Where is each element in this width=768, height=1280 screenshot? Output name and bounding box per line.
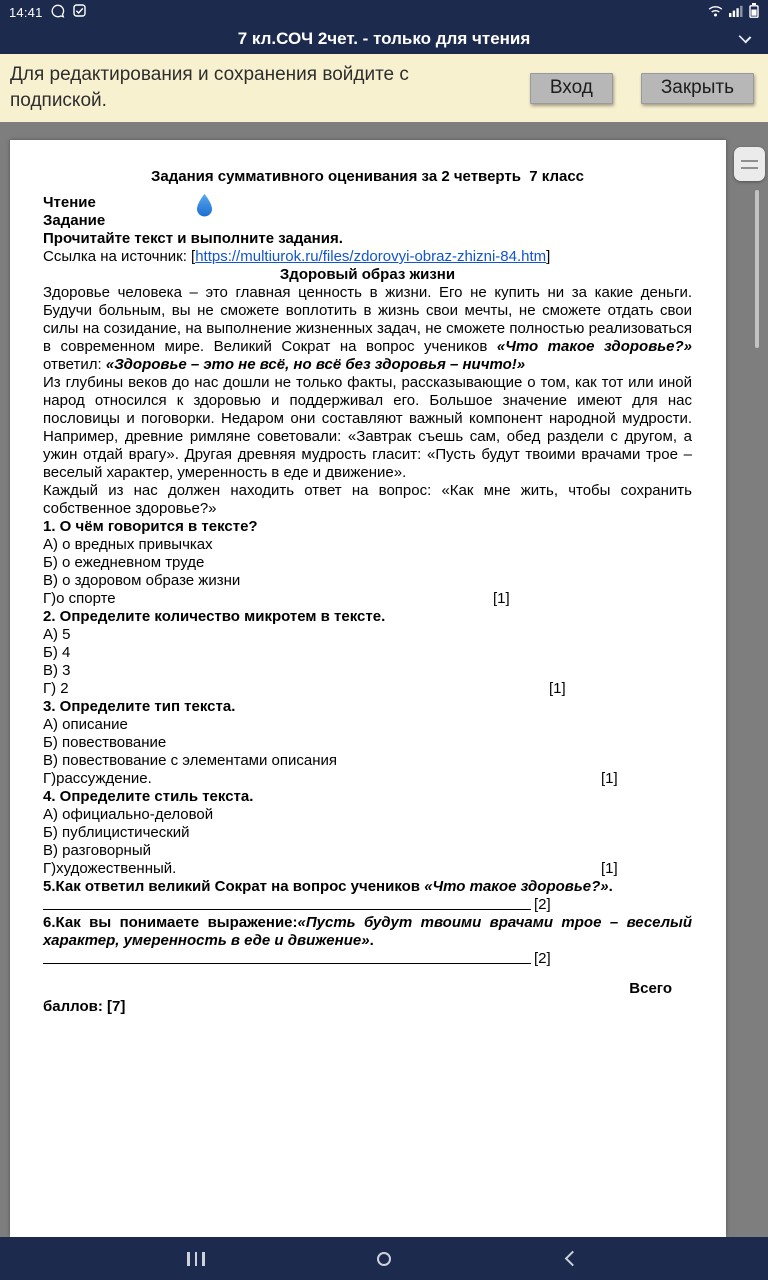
points-badge: [1]: [549, 680, 566, 697]
question-title: 1. О чём говорится в тексте?: [43, 518, 258, 535]
recents-button[interactable]: [176, 1239, 216, 1279]
option: В) о здоровом образе жизни: [43, 572, 241, 589]
checkbox-icon: [73, 4, 86, 20]
reading-label: Чтение: [43, 194, 96, 211]
clock: 14:41: [9, 4, 43, 20]
paragraph-1: Здоровье человека – это главная ценность в жизни. Его не купить ни за какие деньги. Будучи больным, вы не сможете воплотить в жизнь свои мечты, не сможете отдать свои силы на созидание, на выполнение жизненных задач, не сможете полностью реализоваться в современном мире. Великий Сократ на вопрос учеников «Что такое здоровье?» ответил: «Здоровье – это не всё, но всё без здоровья – ничто!»: [43, 284, 693, 373]
back-icon: [564, 1251, 580, 1267]
document-title: 7 кл.СОЧ 2чет. - только для чтения: [237, 29, 531, 48]
total-points: баллов: [7]: [43, 998, 126, 1015]
source-line: Ссылка на источник: [https://multiurok.ru/files/zdorovyi-obraz-zhizni-84.htm]: [43, 248, 551, 265]
option-row: [43, 680, 692, 698]
question-title: 5.Как ответил великий Сократ на вопрос учеников «Что такое здоровье?».: [43, 878, 613, 895]
option: А) о вредных привычках: [43, 536, 213, 553]
option-row: [43, 590, 692, 608]
question-title: 2. Определите количество микротем в тексте.: [43, 608, 386, 625]
home-button[interactable]: [364, 1239, 404, 1279]
battery-icon: [749, 3, 759, 21]
close-button[interactable]: Закрыть: [641, 73, 754, 104]
option: Б) публицистический: [43, 824, 190, 841]
chevron-down-icon[interactable]: [739, 31, 752, 44]
instruction-line: Прочитайте текст и выполните задания.: [43, 230, 343, 247]
subscription-banner: [0, 54, 768, 122]
option: В) разговорный: [43, 842, 151, 859]
paragraph-2: Из глубины веков до нас дошли не только факты, рассказывающие о том, как тот или иной народ относился к здоровью и поддерживал его. Большое значение имеют для нас пословицы и поговорки. Недаром они составляют важный компонент народной мудрости. Например, древние римляне советовали: «Завтрак съешь сам, обед раздели с другом, а ужин отдай врагу». Другая древняя мудрость гласит: «Пусть будут твоими врачами трое – веселый характер, умеренность в еде и движение».: [43, 374, 692, 481]
paragraph-3: Каждый из нас должен находить ответ на вопрос: «Как мне жить, чтобы сохранить собственное здоровье?»: [43, 482, 692, 517]
option: А) описание: [43, 716, 128, 733]
banner-message: Для редактирования и сохранения войдите с подпиской.: [10, 64, 409, 111]
wifi-icon: [708, 5, 723, 20]
status-bar: [0, 0, 768, 24]
recents-icon: [187, 1252, 205, 1266]
question-2: [43, 608, 692, 698]
back-button[interactable]: [552, 1239, 592, 1279]
question-6: [43, 914, 692, 968]
total-label: Всего: [629, 980, 672, 997]
option-row: [43, 860, 692, 878]
option: Б) о ежедневном труде: [43, 554, 205, 571]
question-title: 3. Определите тип текста.: [43, 698, 236, 715]
option: Г) 2: [43, 680, 69, 697]
option: Б) повествование: [43, 734, 167, 751]
option: А) 5: [43, 626, 71, 643]
points-badge: [2]: [534, 896, 551, 913]
question-1: [43, 518, 692, 608]
answer-line: [43, 896, 692, 914]
source-link[interactable]: https://multiurok.ru/files/zdorovyi-obraz-zhizni-84.htm: [195, 248, 547, 265]
home-icon: [377, 1252, 391, 1266]
question-title: 6.Как вы понимаете выражение:«Пусть будут твоими врачами трое – веселый характер, умеренность в еде и движение».: [43, 914, 692, 949]
option: Б) 4: [43, 644, 71, 661]
answer-line: [43, 950, 692, 968]
page-title: Задания суммативного оценивания за 2 четверть 7 класс: [150, 168, 585, 185]
question-title: 4. Определите стиль текста.: [43, 788, 254, 805]
question-3: [43, 698, 692, 788]
option-row: [43, 770, 692, 788]
answer-underline: [43, 963, 531, 964]
question-4: [43, 788, 692, 878]
text-title: Здоровый образ жизни: [279, 266, 456, 283]
points-badge: [1]: [493, 590, 510, 607]
points-badge: [2]: [534, 950, 551, 967]
scrollbar[interactable]: [755, 190, 759, 348]
points-badge: [1]: [601, 770, 618, 787]
option: Г)о спорте: [43, 590, 116, 607]
question-5: [43, 878, 692, 914]
points-badge: [1]: [601, 860, 618, 877]
signal-icon: [729, 5, 743, 20]
navigation-bar: [0, 1237, 768, 1280]
whatsapp-icon: [51, 4, 65, 21]
fast-scroll-handle[interactable]: [734, 147, 765, 181]
option: Г)художественный.: [43, 860, 177, 877]
login-button[interactable]: Вход: [530, 73, 613, 104]
option: В) повествование с элементами описания: [43, 752, 338, 769]
option: А) официально-деловой: [43, 806, 214, 823]
title-bar: [0, 24, 768, 54]
document-area: [0, 122, 768, 1237]
option: В) 3: [43, 662, 71, 679]
text-selection-handle-icon[interactable]: [196, 194, 213, 218]
document-page: [10, 140, 726, 1237]
answer-underline: [43, 909, 531, 910]
task-label: Задание: [43, 212, 106, 229]
option: Г)рассуждение.: [43, 770, 152, 787]
